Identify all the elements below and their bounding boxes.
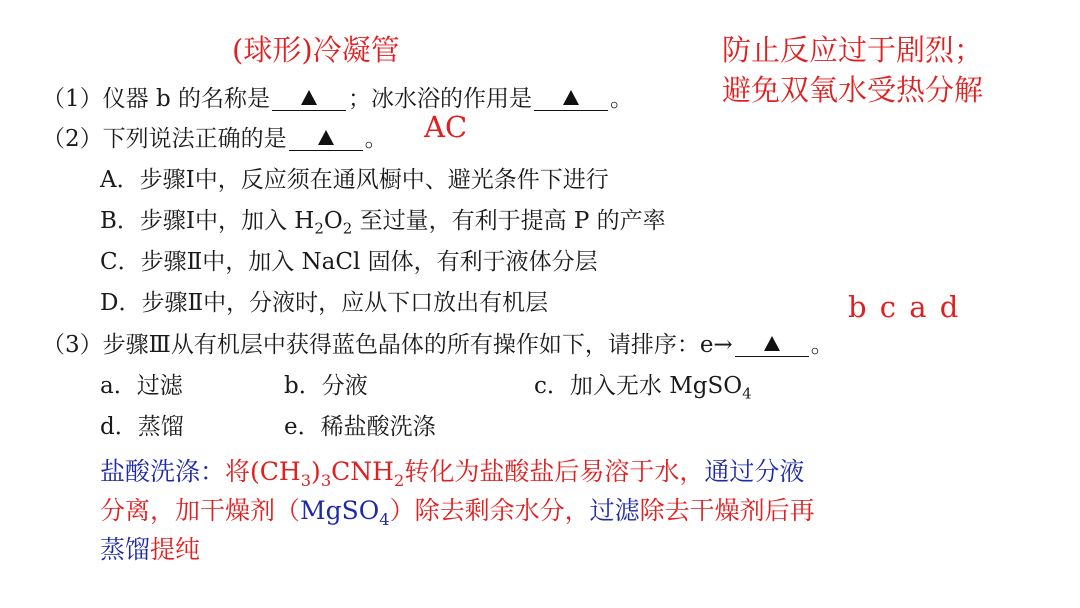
question-1 — [42, 80, 633, 113]
triangle-icon — [563, 90, 579, 105]
explanation-text: ）除去剩余水分， — [389, 496, 590, 525]
answer-q1-name: (球形)冷凝管 — [232, 33, 400, 67]
question-text: 。 — [610, 86, 633, 112]
triangle-icon — [301, 90, 317, 105]
option-text: 步骤Ⅰ中，加入 H — [139, 208, 315, 234]
option-text: O — [323, 208, 343, 234]
option-letter: A． — [100, 167, 140, 193]
option-d — [100, 284, 548, 317]
option-text: 步骤Ⅰ中，反应须在通风橱中、避光条件下进行 — [139, 167, 609, 193]
option-c — [100, 243, 598, 276]
question-text: 仪器 b 的名称是 — [102, 86, 270, 112]
operation-a: a．过滤 — [100, 373, 183, 399]
operation-c — [534, 367, 752, 403]
option-letter: B． — [100, 208, 140, 234]
option-text: 至过量，有利于提高 P 的产率 — [352, 208, 666, 234]
triangle-icon — [318, 130, 334, 145]
answer-blank — [272, 88, 346, 111]
subscript: 2 — [314, 219, 324, 238]
question-text: 。 — [810, 332, 834, 358]
answer-blank — [534, 88, 608, 111]
question-3 — [42, 326, 834, 359]
explanation-text: 分离，加干燥剂（ — [100, 496, 301, 525]
operation-d: d．蒸馏 — [100, 414, 184, 440]
answer-blank — [289, 128, 363, 151]
explanation-text: MgSO$_4$ — [300, 496, 390, 529]
explanation-line-3 — [100, 530, 200, 570]
option-letter: D． — [100, 290, 142, 316]
operation-b: b．分液 — [284, 373, 368, 399]
answer-blank — [735, 334, 809, 357]
explanation-text: 提纯 — [150, 535, 201, 564]
explanation-text: 将$(CH_3)_3CNH_2$转化为盐酸盐后易溶于水， — [225, 457, 705, 490]
option-b — [100, 202, 666, 238]
question-number: （3） — [42, 332, 103, 358]
subscript: 4 — [742, 384, 752, 403]
question-number: （1） — [42, 86, 103, 112]
operation-e: e．稀盐酸洗涤 — [284, 414, 436, 440]
option-text: 步骤Ⅱ中，加入 NaCl 固体，有利于液体分层 — [140, 249, 598, 275]
answer-q1-effect-line1: 防止反应过于剧烈； — [722, 33, 984, 67]
question-text: 步骤Ⅲ从有机层中获得蓝色晶体的所有操作如下，请排序：e→ — [102, 332, 733, 358]
triangle-icon — [764, 336, 780, 351]
explanation-text: 蒸馏 — [100, 535, 151, 564]
question-number: （2） — [42, 126, 103, 152]
answer-q3: b c a d — [848, 290, 961, 324]
question-text: ；冰水浴的作用是 — [348, 86, 532, 112]
explanation-text: 过滤 — [589, 496, 640, 525]
option-text: 步骤Ⅱ中，分液时，应从下口放出有机层 — [141, 290, 549, 316]
question-text: 下列说法正确的是 — [102, 126, 287, 152]
option-letter: C． — [100, 249, 141, 275]
answer-q1-effect-line2: 避免双氧水受热分解 — [722, 73, 984, 107]
explanation-text: 盐酸洗涤： — [100, 457, 226, 486]
answer-q2: AC — [424, 110, 468, 144]
explanation-text: 通过分液 — [704, 457, 805, 486]
question-text: 。 — [364, 126, 388, 152]
explanation-line-2 — [100, 491, 815, 540]
subscript: 2 — [342, 219, 353, 238]
explanation-text: 除去干燥剂后再 — [639, 496, 815, 525]
option-a — [100, 161, 609, 194]
question-2 — [42, 120, 388, 153]
operation-text: c．加入无水 MgSO — [534, 373, 743, 399]
